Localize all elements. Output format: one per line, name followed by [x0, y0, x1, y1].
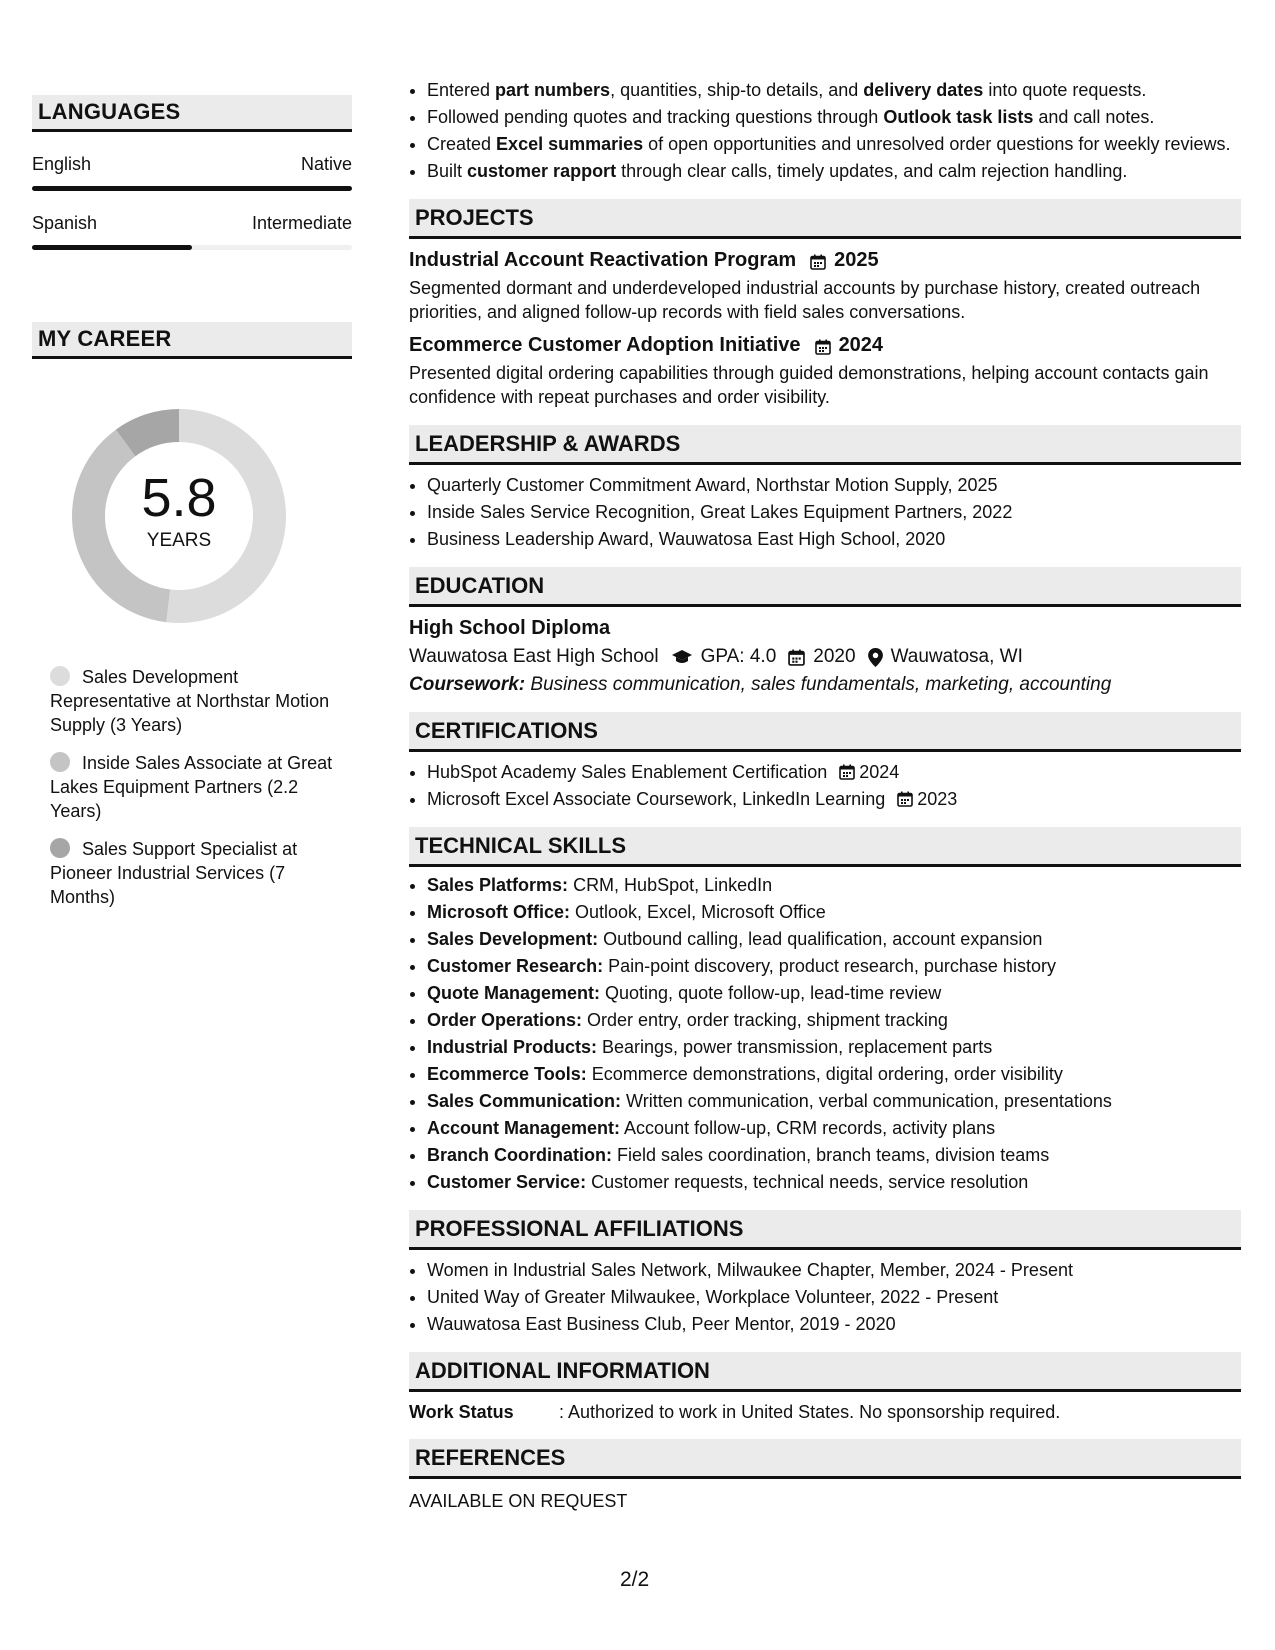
skill-item	[427, 981, 1241, 1005]
location-pin-icon	[868, 648, 883, 667]
education-heading: EDUCATION	[409, 567, 1241, 607]
career-item-label: Inside Sales Associate at Great Lakes Equipment Partners (2.2 Years)	[50, 753, 333, 821]
project-year: 2024	[838, 334, 884, 356]
experience-bullet	[427, 132, 1241, 156]
career-legend-dot	[50, 838, 70, 858]
skill-item	[427, 1062, 1241, 1086]
bullet-text: Built	[427, 161, 468, 181]
skill-item	[427, 1170, 1241, 1194]
skills-heading: TECHNICAL SKILLS	[409, 827, 1241, 867]
certification-year: 2024	[859, 762, 900, 782]
experience-bullet	[427, 159, 1241, 183]
award-item: • Quarterly Customer Commitment Award, Northstar Motion Supply, 2025	[427, 473, 1241, 497]
left-column	[32, 95, 352, 923]
affiliation-item: • Wauwatosa East Business Club, Peer Mentor, 2019 - 2020	[427, 1312, 1241, 1336]
experience-bullet	[427, 105, 1241, 129]
certification-name: HubSpot Academy Sales Enablement Certification	[427, 762, 828, 782]
calendar-icon	[897, 789, 913, 805]
career-legend	[32, 665, 340, 909]
bullet-text: Entered	[427, 80, 496, 100]
project-title	[409, 249, 1241, 272]
bullet-text: of open opportunities and unresolved order questions for weekly reviews.	[643, 134, 1231, 154]
bullet-text: , quantities, ship-to details, and	[610, 80, 864, 100]
language-bar	[32, 245, 352, 250]
certification-name: Microsoft Excel Associate Coursework, LinkedIn Learning	[427, 789, 886, 809]
education-gpa: GPA: 4.0	[700, 646, 777, 667]
skill-category: Sales Development:	[427, 929, 599, 949]
career-item-label: Sales Support Specialist at Pioneer Industrial Services (7 Months)	[50, 839, 298, 907]
skill-values: Outlook, Excel, Microsoft Office	[570, 902, 826, 922]
affiliation-item: • Women in Industrial Sales Network, Milwaukee Chapter, Member, 2024 - Present	[427, 1258, 1241, 1282]
language-name: English	[32, 154, 92, 174]
projects-heading: PROJECTS	[409, 199, 1241, 239]
language-level: Intermediate	[251, 213, 352, 233]
bullet-text: and call notes.	[1033, 107, 1155, 127]
skill-values: Bearings, power transmission, replacement parts	[597, 1037, 993, 1057]
certifications-list	[409, 760, 1241, 811]
calendar-icon	[788, 649, 805, 666]
career-heading: MY CAREER	[32, 322, 352, 359]
career-item	[50, 837, 340, 909]
work-status-key: Work Status	[409, 1402, 514, 1422]
language-row	[32, 154, 352, 175]
skill-values: Account follow-up, CRM records, activity plans	[620, 1118, 996, 1138]
project-item	[409, 334, 1241, 409]
project-description: Presented digital ordering capabilities through guided demonstrations, helping account contacts gain confidence with repeat purchases and order visibility.	[409, 363, 1209, 407]
skill-item	[427, 1008, 1241, 1032]
right-column	[409, 78, 1241, 1512]
bullet-text: Followed pending quotes and tracking questions through	[427, 107, 884, 127]
skill-values: Ecommerce demonstrations, digital ordering, order visibility	[586, 1064, 1063, 1084]
skill-values: Order entry, order tracking, shipment tracking	[582, 1010, 948, 1030]
bullet-text: through clear calls, timely updates, and calm rejection handling.	[616, 161, 1128, 181]
skill-item	[427, 954, 1241, 978]
language-row	[32, 213, 352, 234]
skill-item	[427, 1143, 1241, 1167]
career-item	[50, 665, 340, 737]
education-location: Wauwatosa, WI	[890, 646, 1023, 667]
awards-list	[409, 473, 1241, 551]
skill-category: Sales Platforms:	[427, 875, 569, 895]
bullet-highlight: part numbers	[495, 80, 611, 100]
skill-item	[427, 873, 1241, 897]
education-year: 2020	[813, 646, 856, 667]
graduation-cap-icon	[671, 649, 693, 665]
language-bar-fill	[32, 186, 352, 191]
career-donut-chart	[66, 403, 292, 629]
bullet-highlight: Excel summaries	[496, 134, 644, 154]
skill-values: CRM, HubSpot, LinkedIn	[568, 875, 773, 895]
language-level: Native	[300, 154, 352, 174]
skill-item	[427, 1089, 1241, 1113]
project-year: 2025	[834, 249, 879, 271]
skill-category: Branch Coordination:	[427, 1145, 612, 1165]
references-heading: REFERENCES	[409, 1439, 1241, 1479]
career-total: 5.8	[141, 468, 217, 528]
career-item-label: Sales Development Representative at Northstar Motion Supply (3 Years)	[50, 667, 330, 735]
affiliations-heading: PROFESSIONAL AFFILIATIONS	[409, 1210, 1241, 1250]
education-details	[409, 646, 1241, 668]
language-name: Spanish	[32, 213, 98, 233]
skill-item	[427, 927, 1241, 951]
affiliations-list	[409, 1258, 1241, 1336]
career-legend-dot	[50, 666, 70, 686]
project-name: Industrial Account Reactivation Program	[409, 249, 797, 271]
skill-category: Ecommerce Tools:	[427, 1064, 587, 1084]
skill-category: Account Management:	[427, 1118, 621, 1138]
donut-center	[66, 403, 292, 629]
language-bar	[32, 186, 352, 191]
skill-item	[427, 1035, 1241, 1059]
calendar-icon	[815, 338, 831, 354]
award-item: • Business Leadership Award, Wauwatosa East High School, 2020	[427, 527, 1241, 551]
education-coursework	[409, 674, 1241, 696]
education-school: Wauwatosa East High School	[409, 646, 659, 667]
projects-list	[409, 249, 1241, 409]
awards-heading: LEADERSHIP & AWARDS	[409, 425, 1241, 465]
certification-item	[427, 760, 1241, 784]
calendar-icon	[839, 762, 855, 778]
experience-bullets	[409, 78, 1241, 183]
skill-category: Sales Communication:	[427, 1091, 622, 1111]
skill-values: Customer requests, technical needs, service resolution	[586, 1172, 1029, 1192]
bullet-text: into quote requests.	[983, 80, 1147, 100]
skill-values: Quoting, quote follow-up, lead-time review	[600, 983, 942, 1003]
languages-list	[32, 154, 352, 250]
work-status-row	[409, 1402, 1241, 1423]
career-item	[50, 751, 340, 823]
language-item	[32, 213, 352, 250]
skill-category: Customer Research:	[427, 956, 604, 976]
skill-values: Written communication, verbal communication, presentations	[621, 1091, 1112, 1111]
project-description: Segmented dormant and underdeveloped industrial accounts by purchase history, created outreach priorities, and aligned follow-up records with field sales conversations.	[409, 278, 1201, 322]
bullet-highlight: customer rapport	[467, 161, 617, 181]
additional-heading: ADDITIONAL INFORMATION	[409, 1352, 1241, 1392]
language-bar-fill	[32, 245, 192, 250]
references-text: AVAILABLE ON REQUEST	[409, 1491, 628, 1511]
work-status-value: : Authorized to work in United States. No sponsorship required.	[559, 1402, 1061, 1422]
education-degree: High School Diploma	[409, 617, 611, 639]
certifications-heading: CERTIFICATIONS	[409, 712, 1241, 752]
languages-heading: LANGUAGES	[32, 95, 352, 132]
skill-category: Customer Service:	[427, 1172, 587, 1192]
certification-year: 2023	[917, 789, 958, 809]
career-unit: YEARS	[146, 530, 212, 551]
career-legend-dot	[50, 752, 70, 772]
skill-values: Field sales coordination, branch teams, division teams	[612, 1145, 1050, 1165]
skill-category: Quote Management:	[427, 983, 601, 1003]
experience-bullet	[427, 78, 1241, 102]
skill-item	[427, 1116, 1241, 1140]
project-name: Ecommerce Customer Adoption Initiative	[409, 334, 801, 356]
skill-category: Order Operations:	[427, 1010, 583, 1030]
skill-category: Microsoft Office:	[427, 902, 571, 922]
coursework-label: Coursework:	[409, 674, 526, 695]
affiliation-item: • United Way of Greater Milwaukee, Workplace Volunteer, 2022 - Present	[427, 1285, 1241, 1309]
skill-values: Pain-point discovery, product research, purchase history	[603, 956, 1056, 976]
bullet-text: Created	[427, 134, 497, 154]
language-item	[32, 154, 352, 191]
bullet-highlight: Outlook task lists	[883, 107, 1034, 127]
bullet-highlight: delivery dates	[863, 80, 984, 100]
skill-values: Outbound calling, lead qualification, account expansion	[598, 929, 1043, 949]
coursework-text: Business communication, sales fundamentals, marketing, accounting	[525, 674, 1112, 695]
certification-item	[427, 787, 1241, 811]
page-number: 2/2	[620, 1568, 650, 1591]
skill-item	[427, 900, 1241, 924]
project-title	[409, 334, 1241, 357]
skills-list	[409, 873, 1241, 1194]
project-item	[409, 249, 1241, 324]
skill-category: Industrial Products:	[427, 1037, 598, 1057]
calendar-icon	[810, 253, 826, 269]
award-item: • Inside Sales Service Recognition, Great Lakes Equipment Partners, 2022	[427, 500, 1241, 524]
